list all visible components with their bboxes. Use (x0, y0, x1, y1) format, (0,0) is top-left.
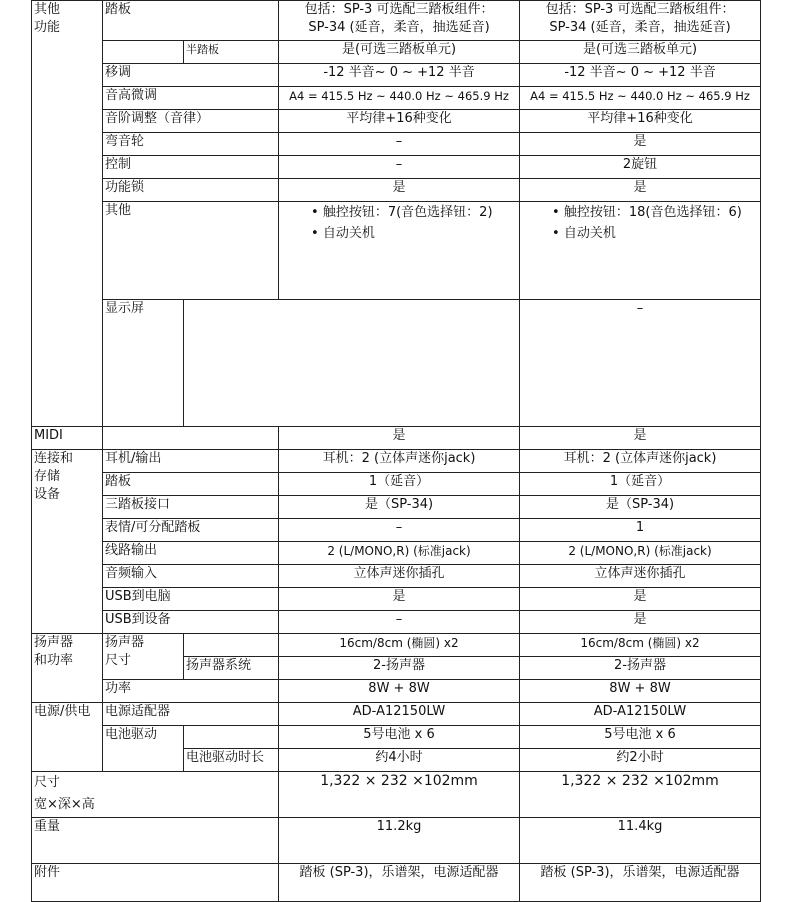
row-label-expression: 表情/可分配踏板 (103, 519, 279, 542)
row-label-pedal: 踏板 (103, 1, 279, 41)
section-size (32, 772, 279, 818)
row-label-others: 其他 (103, 202, 279, 300)
col1-adapter: AD-A12150LW (279, 703, 520, 726)
col1-size: 1,322 × 232 ×102mm (279, 772, 520, 818)
col1-speaker-system: 2-扬声器 (279, 657, 520, 680)
row-label-adapter: 电源适配器 (103, 703, 279, 726)
section-accessory: 附件 (32, 864, 279, 902)
col2-audio-in: 立体声迷你插孔 (520, 565, 761, 588)
col1-power-output: 8W + 8W (279, 680, 520, 703)
col2-pedal (520, 1, 761, 41)
col1-control: – (279, 156, 520, 179)
col2-usb-device: 是 (520, 611, 761, 634)
col1-pedal-line2: SP-34 (延音，柔音，抽选延音) (308, 20, 490, 35)
col2-pedal-jack: 1（延音） (520, 473, 761, 496)
col1-pitch-bend: – (279, 133, 520, 156)
col2-others (520, 202, 761, 300)
col1-expression: – (279, 519, 520, 542)
row-label-headphone: 耳机/输出 (103, 450, 279, 473)
col2-weight: 11.4kg (520, 818, 761, 864)
row-label-half-pedal: 半踏板 (184, 41, 279, 64)
col2-pedal-line1: 包括：SP-3 可选配三踏板组件： (545, 2, 735, 17)
col1-pedal (279, 1, 520, 41)
col1-others (279, 202, 520, 300)
row-label-power-output: 功率 (103, 680, 279, 703)
section-label-line: 设备 (34, 487, 61, 502)
row-label-usb-device: USB到设备 (103, 611, 279, 634)
row-label-control: 控制 (103, 156, 279, 179)
col1-midi: 是 (279, 427, 520, 450)
row-label-half-pedal-spacer (103, 41, 184, 64)
battery-spacer (184, 726, 279, 749)
section-label: 其他 功能 (34, 2, 61, 35)
col1-headphone: 耳机：2 (立体声迷你jack) (279, 450, 520, 473)
speaker-size-spacer (184, 634, 279, 657)
col2-line-out: 2 (L/MONO,R) (标准jack) (520, 542, 761, 565)
col2-speaker-system: 2-扬声器 (520, 657, 761, 680)
col1-battery: 5号电池 x 6 (279, 726, 520, 749)
col2-battery-time: 约2小时 (520, 749, 761, 772)
section-label-line: 连接和 (34, 451, 74, 466)
col1-weight: 11.2kg (279, 818, 520, 864)
col2-adapter: AD-A12150LW (520, 703, 761, 726)
list-item: • 触控按钮：7(音色选择钮：2) (311, 202, 517, 223)
col2-headphone: 耳机：2 (立体声迷你jack) (520, 450, 761, 473)
list-item: • 触控按钮：18(音色选择钮：6) (552, 202, 758, 223)
section-connections (32, 450, 103, 634)
section-label-line: 存储 (34, 469, 61, 484)
col2-power-output: 8W + 8W (520, 680, 761, 703)
section-display: 显示屏 (103, 300, 184, 427)
col2-size: 1,322 × 232 ×102mm (520, 772, 761, 818)
section-label-line: 宽×深×高 (34, 797, 95, 812)
row-label-speaker-system: 扬声器系统 (184, 657, 279, 680)
row-label-lock: 功能锁 (103, 179, 279, 202)
row-label-temperament: 音阶调整（音律） (103, 110, 279, 133)
col1-display: – (520, 300, 761, 427)
list-item: • 自动关机 (552, 223, 758, 244)
col2-triple-pedal: 是（SP-34) (520, 496, 761, 519)
col1-battery-time: 约4小时 (279, 749, 520, 772)
col2-usb-pc: 是 (520, 588, 761, 611)
row-label-usb-pc: USB到电脑 (103, 588, 279, 611)
col2-transpose: -12 半音~ 0 ~ +12 半音 (520, 64, 761, 87)
row-label-fine-tune: 音高微调 (103, 87, 279, 110)
row-label-pitch-bend: 弯音轮 (103, 133, 279, 156)
row-label-battery: 电池驱动 (103, 726, 184, 772)
row-label-audio-in: 音频输入 (103, 565, 279, 588)
col2-battery: 5号电池 x 6 (520, 726, 761, 749)
col1-lock: 是 (279, 179, 520, 202)
col2-others-list (522, 202, 758, 244)
col1-usb-device: – (279, 611, 520, 634)
section-label-line: 尺寸 (34, 775, 61, 790)
midi-spacer (103, 427, 279, 450)
col2-half-pedal: 是(可选三踏板单元) (520, 41, 761, 64)
row-label-pedal-jack: 踏板 (103, 473, 279, 496)
col1-fine-tune: A4 = 415.5 Hz ~ 440.0 Hz ~ 465.9 Hz (279, 87, 520, 110)
col2-expression: 1 (520, 519, 761, 542)
col2-temperament: 平均律+16种变化 (520, 110, 761, 133)
row-label-speaker-size (103, 634, 184, 680)
list-item: • 自动关机 (311, 223, 517, 244)
col1-audio-in: 立体声迷你插孔 (279, 565, 520, 588)
col1-temperament: 平均律+16种变化 (279, 110, 520, 133)
col1-accessory: 踏板 (SP-3)，乐谱架，电源适配器 (279, 864, 520, 902)
row-label-triple-pedal: 三踏板接口 (103, 496, 279, 519)
col1-usb-pc: 是 (279, 588, 520, 611)
col2-midi: 是 (520, 427, 761, 450)
col2-speaker-size: 16cm/8cm (椭圆) x2 (520, 634, 761, 657)
row-label-transpose: 移调 (103, 64, 279, 87)
row-label-line: 扬声器 (105, 635, 145, 650)
section-label-line: 和功率 (34, 653, 74, 668)
section-label-line: 扬声器 (34, 635, 74, 650)
col2-fine-tune: A4 = 415.5 Hz ~ 440.0 Hz ~ 465.9 Hz (520, 87, 761, 110)
col1-speaker-size: 16cm/8cm (椭圆) x2 (279, 634, 520, 657)
row-label-line-out: 线路输出 (103, 542, 279, 565)
col1-triple-pedal: 是（SP-34) (279, 496, 520, 519)
row-label-battery-time: 电池驱动时长 (184, 749, 279, 772)
section-weight: 重量 (32, 818, 279, 864)
section-speakers (32, 634, 103, 703)
col1-line-out: 2 (L/MONO,R) (标准jack) (279, 542, 520, 565)
row-label-line: 尺寸 (105, 653, 132, 668)
col2-control: 2旋钮 (520, 156, 761, 179)
col2-pitch-bend: 是 (520, 133, 761, 156)
section-other-functions (32, 1, 103, 427)
col2-pedal-line2: SP-34 (延音，柔音，抽选延音) (549, 20, 731, 35)
col1-pedal-line1: 包括：SP-3 可选配三踏板组件： (304, 2, 494, 17)
col1-transpose: -12 半音~ 0 ~ +12 半音 (279, 64, 520, 87)
display-spacer (184, 300, 520, 427)
col2-accessory: 踏板 (SP-3)，乐谱架，电源适配器 (520, 864, 761, 902)
section-power: 电源/供电 (32, 703, 103, 772)
col1-others-list (281, 202, 517, 244)
spec-table (31, 0, 761, 902)
section-midi: MIDI (32, 427, 103, 450)
col2-lock: 是 (520, 179, 761, 202)
col1-half-pedal: 是(可选三踏板单元) (279, 41, 520, 64)
col1-pedal-jack: 1（延音） (279, 473, 520, 496)
